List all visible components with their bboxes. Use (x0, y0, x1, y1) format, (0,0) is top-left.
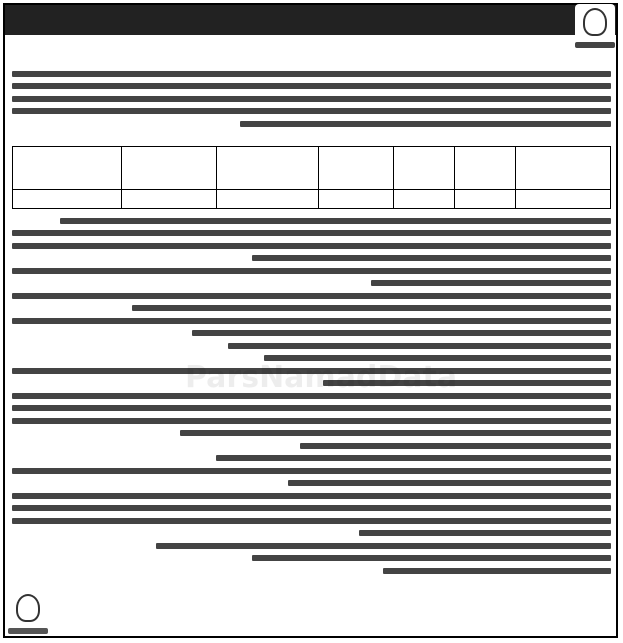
condition-line (12, 253, 611, 266)
emblem-icon (16, 594, 40, 622)
condition-line (12, 515, 611, 528)
condition-line (12, 215, 611, 228)
cell-address (515, 190, 610, 209)
table-row (13, 190, 611, 209)
paragraph-line (12, 68, 611, 81)
footer-logo (8, 590, 48, 636)
condition-line (12, 528, 611, 541)
condition-line (12, 290, 611, 303)
footer-bar (5, 600, 616, 633)
table-header-row (13, 147, 611, 190)
cell-count (393, 190, 454, 209)
condition-line (12, 415, 611, 428)
condition-line (12, 503, 611, 516)
logo-text (8, 628, 48, 634)
col-total (121, 147, 216, 190)
condition-line (12, 540, 611, 553)
paragraph-line (12, 106, 611, 119)
condition-line (12, 340, 611, 353)
header-bar (5, 5, 616, 35)
condition-line (12, 315, 611, 328)
paragraph-line (12, 118, 611, 131)
condition-line (12, 565, 611, 578)
col-count (393, 147, 454, 190)
conditions-list (12, 215, 611, 578)
condition-line (12, 353, 611, 366)
col-deposit (13, 147, 122, 190)
condition-line (12, 240, 611, 253)
condition-line (12, 440, 611, 453)
condition-line (12, 490, 611, 503)
condition-line (12, 465, 611, 478)
paragraph-line (12, 81, 611, 94)
condition-line (12, 553, 611, 566)
condition-line (12, 365, 611, 378)
col-type (454, 147, 515, 190)
cell-type (454, 190, 515, 209)
cell-total (121, 190, 216, 209)
paragraph-line (12, 93, 611, 106)
col-address (515, 147, 610, 190)
condition-line (12, 453, 611, 466)
intro-paragraph (12, 68, 611, 131)
condition-line (12, 265, 611, 278)
watermark-brand: ParsNamadData (185, 360, 458, 395)
condition-line (12, 390, 611, 403)
logo-text (575, 42, 615, 48)
condition-line (12, 428, 611, 441)
condition-line (12, 378, 611, 391)
cell-deposit (13, 190, 122, 209)
condition-line (12, 328, 611, 341)
condition-line (12, 478, 611, 491)
condition-line (12, 303, 611, 316)
auction-table (12, 146, 611, 209)
condition-line (12, 403, 611, 416)
cell-monthly (216, 190, 318, 209)
condition-line (12, 228, 611, 241)
municipality-logo (575, 4, 615, 50)
cell-dims (318, 190, 393, 209)
col-dims (318, 147, 393, 190)
col-monthly (216, 147, 318, 190)
condition-line (12, 278, 611, 291)
emblem-icon (583, 8, 607, 36)
